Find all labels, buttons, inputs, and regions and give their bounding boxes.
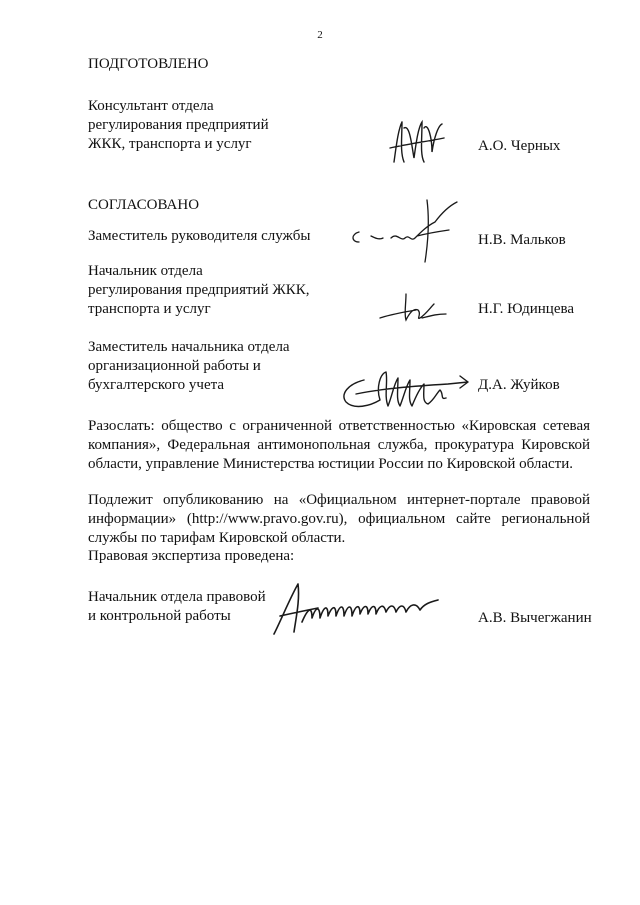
- distribution-text: Разослать: общество с ограниченной ответственностью «Кировская сетевая компания», Федеральная антимонопольная служба, прокуратура Кировской области, управление Министерства юстиции России по Кировской области.: [88, 418, 590, 472]
- signature-malkov: [345, 196, 465, 266]
- document-page: 2 ПОДГОТОВЛЕНО Консультант отдела регулирования предприятий ЖКК, транспорта и услуг А.О. Черных СОГЛАСОВАНО Заместитель руководителя службы Н.В. Мальков Начальник отдела регулирования предприятий ЖКК, транспорта и услуг Н.Г. Юдинцева Заместитель начальника отдела организационной работы и бухгалтерского учета Д.А. Жуйков Разослать: общество с ограниченной ответственностью «Кировская сетевая компания», Федеральная антимонопольная служба, прокуратура Кировской области, управление Министерства юстиции России по Кировской области. Подлежит опубликованию на «Официальном интернет-портале правовой информации» (http://www.pravo.gov.ru), официальном сайте региональной службы по тарифам Кировской области. Правовая экспертиза проведена: Начальник отдела правовой и контрольной работы А.В. Вычегжанин: [0, 0, 640, 905]
- prepared-heading: ПОДГОТОВЛЕНО: [88, 56, 209, 72]
- role-line: Консультант отдела: [88, 98, 214, 114]
- agreed-name-1: Н.Г. Юдинцева: [478, 301, 575, 317]
- signature-vychegzhanin: [268, 578, 448, 638]
- legal-head-name: А.В. Вычегжанин: [478, 610, 592, 626]
- role-line: и контрольной работы: [88, 608, 231, 624]
- signature-chernykh: [388, 118, 448, 166]
- role-line: Начальник отдела: [88, 263, 203, 279]
- prepared-role: [88, 97, 269, 154]
- role-line: ЖКК, транспорта и услуг: [88, 136, 252, 152]
- role-line: транспорта и услуг: [88, 301, 211, 317]
- role-line: организационной работы и: [88, 358, 261, 374]
- agreed-name-2: Д.А. Жуйков: [478, 377, 560, 393]
- legal-review-text: Правовая экспертиза проведена:: [88, 548, 295, 564]
- prepared-name: А.О. Черных: [478, 138, 561, 154]
- role-line: регулирования предприятий ЖКК,: [88, 282, 310, 298]
- signature-zhuykov: [336, 366, 476, 412]
- agreed-role: [88, 262, 310, 319]
- role-line: Заместитель руководителя службы: [88, 228, 311, 244]
- agreed-role: [88, 227, 310, 246]
- legal-head-role: [88, 588, 266, 626]
- agreed-role: [88, 338, 290, 395]
- role-line: Начальник отдела правовой: [88, 589, 266, 605]
- role-line: регулирования предприятий: [88, 117, 269, 133]
- publication-text: Подлежит опубликованию на «Официальном интернет-портале правовой информации» (http://www.pravo.gov.ru), официальном сайте региональной службы по тарифам Кировской области.: [88, 492, 590, 546]
- role-line: бухгалтерского учета: [88, 377, 225, 393]
- agreed-name-0: Н.В. Мальков: [478, 232, 566, 248]
- signature-yudintseva: [376, 290, 452, 326]
- agreed-heading: СОГЛАСОВАНО: [88, 197, 200, 213]
- role-line: Заместитель начальника отдела: [88, 339, 290, 355]
